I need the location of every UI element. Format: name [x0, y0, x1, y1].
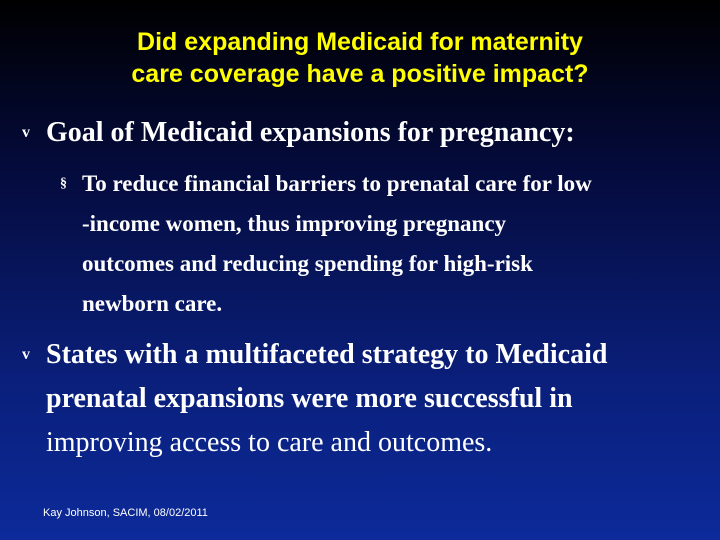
sub-bullet-marker-icon: §	[60, 176, 67, 191]
bullet-goal-text: Goal of Medicaid expansions for pregnancy:	[46, 117, 575, 148]
bullet-states-line-1: States with a multifaceted strategy to Medicaid	[46, 339, 608, 370]
bullet-states-line-3: improving access to care and outcomes.	[46, 427, 493, 458]
sub-bullet-line-1: To reduce financial barriers to prenatal care for low	[82, 171, 592, 196]
sub-bullet-line-4: newborn care.	[82, 291, 223, 316]
bullet-marker-icon: v	[22, 124, 30, 141]
bullet-marker-icon: v	[22, 346, 30, 363]
slide-title	[0, 26, 720, 90]
sub-bullet-line-2: -income women, thus improving pregnancy	[82, 211, 507, 236]
title-line-2: care coverage have a positive impact?	[131, 60, 589, 88]
title-line-1: Did expanding Medicaid for maternity	[137, 28, 583, 56]
bullet-states-line-2: prenatal expansions were more successful in	[46, 383, 573, 414]
sub-bullet-line-3: outcomes and reducing spending for high-risk	[82, 251, 533, 276]
footer-credit: Kay Johnson, SACIM, 08/02/2011	[43, 507, 208, 519]
